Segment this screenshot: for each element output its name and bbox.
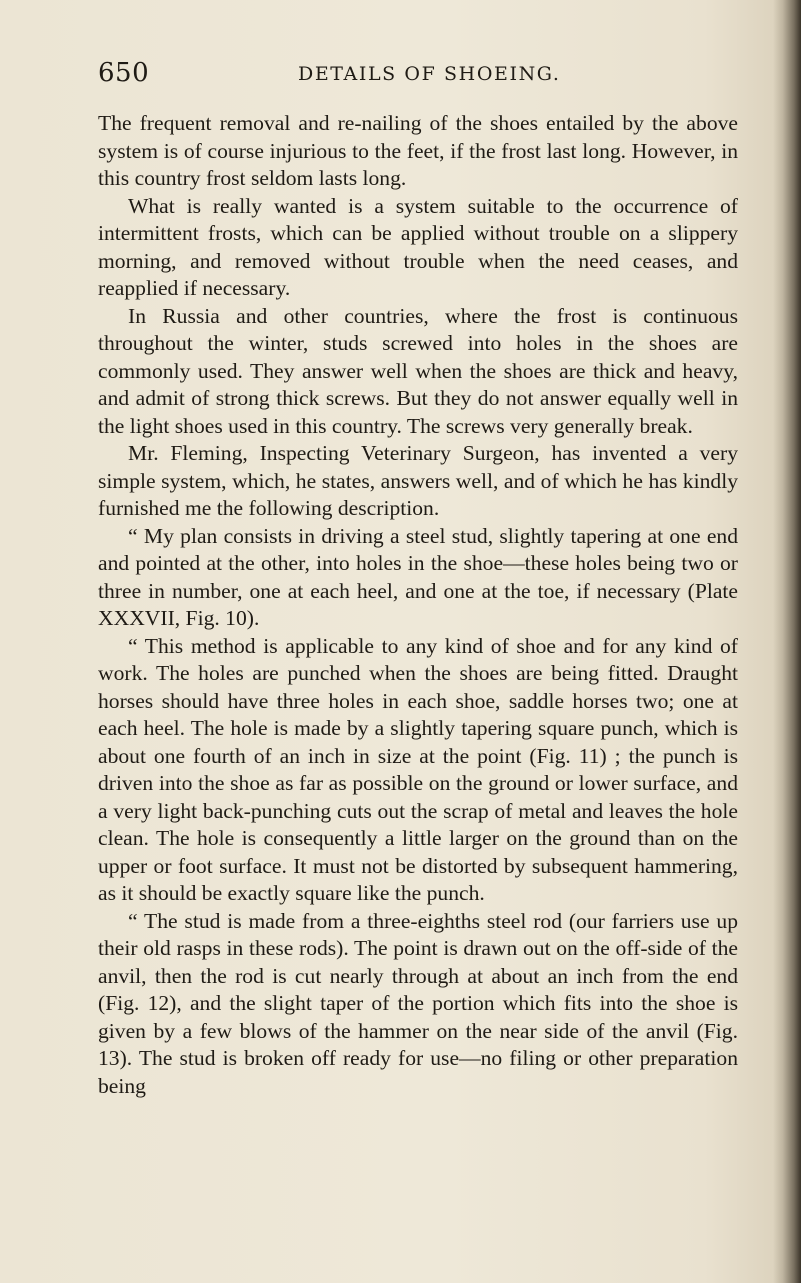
paragraph: “ This method is applicable to any kind of shoe and for any kind of work. The holes are punched when the shoes are being fitted. Draught horses should have three holes in each shoe, saddle horses two; one at each heel. The hole is made by a slightly tapering square punch, which is about one fourth of an inch in size at the point (Fig. 11) ; the punch is driven into the shoe as far as possible on the ground or lower surface, and a very light back-punching cuts out the scrap of metal and leaves the hole clean. The hole is consequently a little larger on the ground than on the upper or foot surface. It must not be distorted by subsequent hammering, as it should be exactly square like the punch. <box>98 633 738 905</box>
paragraph: The frequent removal and re-nailing of the shoes entailed by the above system is of course injurious to the feet, if the frost last long. However, in this country frost seldom lasts long. <box>98 111 738 190</box>
paragraph: In Russia and other countries, where the frost is continuous throughout the winter, studs screwed into holes in the shoes are commonly used. They answer well when the shoes are thick and heavy, and admit of strong thick screws. But they do not answer equally well in the light shoes used in this country. The screws very generally break. <box>98 303 738 438</box>
paragraph: Mr. Fleming, Inspecting Veterinary Surgeon, has invented a very simple system, which, he states, answers well, and of which he has kindly furnished me the following description. <box>98 441 738 520</box>
running-head: DETAILS OF SHOEING. <box>298 63 561 85</box>
page-edge-shadow <box>773 0 801 1283</box>
page-number: 650 <box>98 58 150 88</box>
paragraph: “ My plan consists in driving a steel stud, slightly tapering at one end and pointed at the other, into holes in the shoe—these holes being two or three in number, one at each heel, and one at the toe, if necessary (Plate XXXVII, Fig. 10). <box>98 523 738 630</box>
page-header <box>98 58 738 94</box>
paragraph: “ The stud is made from a three-eighths steel rod (our farriers use up their old rasps in these rods). The point is drawn out on the off-side of the anvil, then the rod is cut nearly through at about an inch from the end (Fig. 12), and the slight taper of the portion which fits into the shoe is given by a few blows of the hammer on the near side of the anvil (Fig. 13). The stud is broken off ready for use—no filing or other preparation being <box>98 908 738 1098</box>
paragraph: What is really wanted is a system suitable to the occurrence of intermittent frosts, which can be applied without trouble on a slippery morning, and removed without trouble when the need ceases, and reapplied if necessary. <box>98 193 738 300</box>
body-text <box>98 110 738 1100</box>
